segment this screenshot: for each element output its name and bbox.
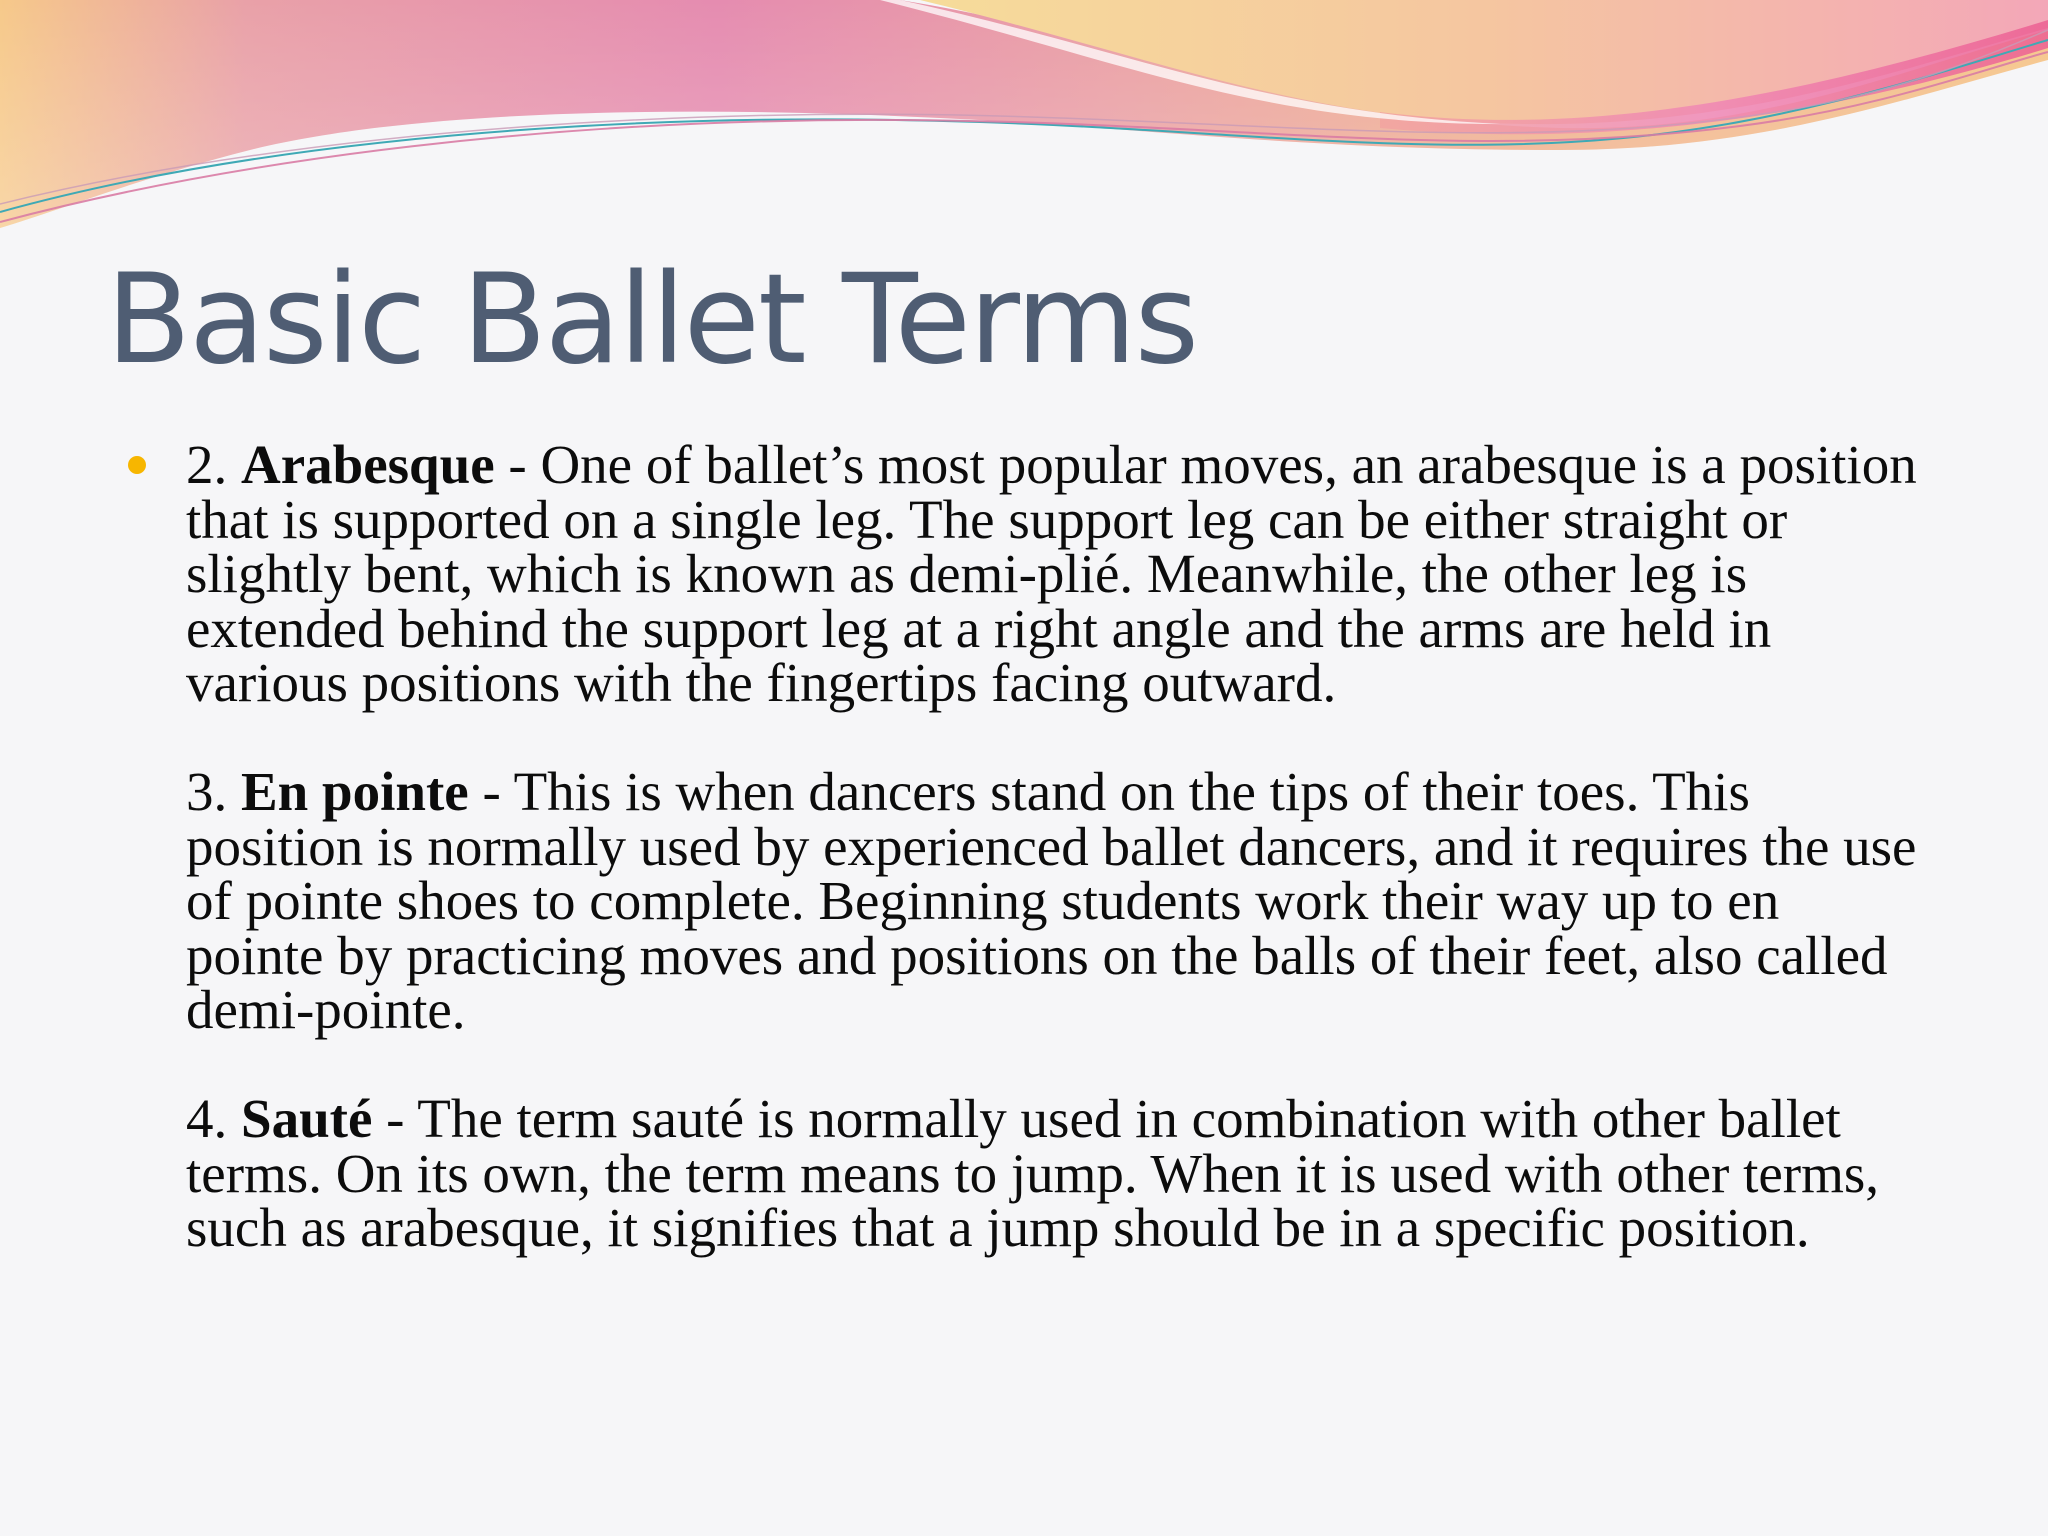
term-name: En pointe [241, 761, 469, 822]
term-entry-saute [186, 1088, 1926, 1258]
term-number: 3. [186, 761, 228, 822]
decorative-wave-header [0, 0, 2048, 240]
term-definition: This is when dancers stand on the tips of their toes. This position is normally used by experienced ballet dancers, and it requires the use of pointe shoes to complete. Beginning students work their way up to en pointe by practicing moves and positions on the balls of their feet, also called demi-pointe. [186, 761, 1917, 1040]
term-list [186, 434, 1926, 1258]
term-name: Arabesque [241, 434, 495, 495]
term-separator: - [482, 761, 501, 822]
term-entry-en-pointe [186, 761, 1926, 1040]
slide-title: Basic Ballet Terms [106, 248, 1198, 392]
bullet-dot-icon [128, 456, 146, 474]
term-definition: The term sauté is normally used in combination with other ballet terms. On its own, the term means to jump. When it is used with other terms, such as arabesque, it signifies that a jump should be in a specific position. [186, 1088, 1880, 1258]
term-number: 4. [186, 1088, 228, 1149]
term-number: 2. [186, 434, 228, 495]
term-separator: - [386, 1088, 405, 1149]
term-name: Sauté [241, 1088, 373, 1149]
term-definition: One of ballet’s most popular moves, an arabesque is a position that is supported on a single leg. The support leg can be either straight or slightly bent, which is known as demi-plié. Meanwhile, the other leg is extended behind the support leg at a right angle and the arms are held in various positions with the fingertips facing outward. [186, 434, 1917, 713]
term-separator: - [508, 434, 527, 495]
term-entry-arabesque [186, 434, 1926, 713]
